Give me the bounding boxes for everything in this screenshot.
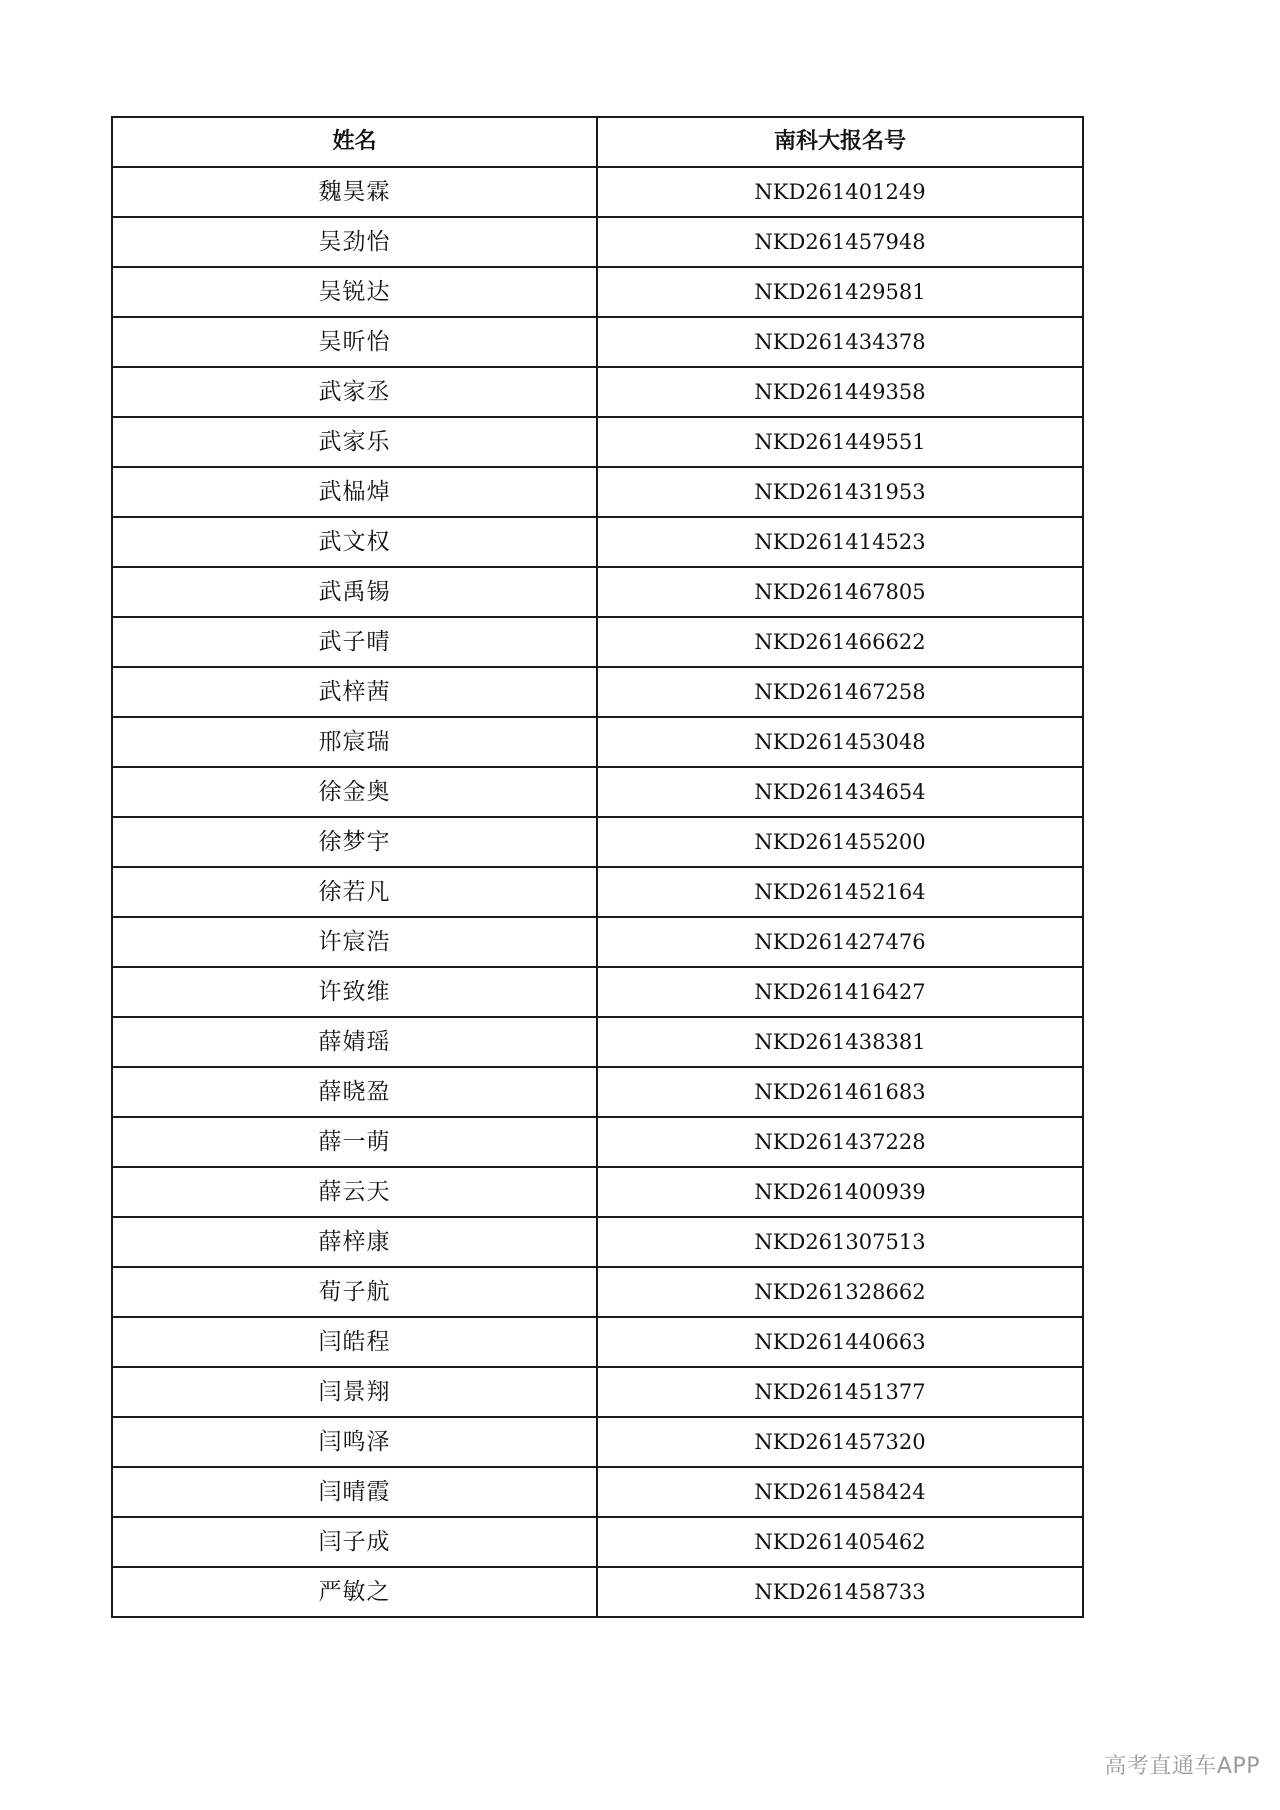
table-row bbox=[112, 1167, 1083, 1217]
registration-number-cell: NKD261434378 bbox=[597, 317, 1083, 367]
student-name-cell: 薛晓盈 bbox=[112, 1067, 597, 1117]
student-name-cell: 许致维 bbox=[112, 967, 597, 1017]
table-row bbox=[112, 467, 1083, 517]
student-name-cell: 薛云天 bbox=[112, 1167, 597, 1217]
registration-number-cell: NKD261416427 bbox=[597, 967, 1083, 1017]
student-name-cell: 薛婧瑶 bbox=[112, 1017, 597, 1067]
table-row bbox=[112, 667, 1083, 717]
registration-number-cell: NKD261427476 bbox=[597, 917, 1083, 967]
table-row bbox=[112, 1267, 1083, 1317]
table-row bbox=[112, 1367, 1083, 1417]
table-row bbox=[112, 767, 1083, 817]
table-row bbox=[112, 567, 1083, 617]
student-name-cell: 严敏之 bbox=[112, 1567, 597, 1617]
student-name-cell: 徐梦宇 bbox=[112, 817, 597, 867]
table-row bbox=[112, 1017, 1083, 1067]
registration-number-cell: NKD261431953 bbox=[597, 467, 1083, 517]
registration-number-cell: NKD261434654 bbox=[597, 767, 1083, 817]
student-name-cell: 魏昊霖 bbox=[112, 167, 597, 217]
registration-number-cell: NKD261467805 bbox=[597, 567, 1083, 617]
student-name-cell: 闫晴霞 bbox=[112, 1467, 597, 1517]
table-row bbox=[112, 1567, 1083, 1617]
student-name-cell: 闫皓程 bbox=[112, 1317, 597, 1367]
student-name-cell: 闫子成 bbox=[112, 1517, 597, 1567]
registration-number-cell: NKD261328662 bbox=[597, 1267, 1083, 1317]
table-row bbox=[112, 1067, 1083, 1117]
table-row bbox=[112, 167, 1083, 217]
registration-number-cell: NKD261405462 bbox=[597, 1517, 1083, 1567]
registration-number-cell: NKD261400939 bbox=[597, 1167, 1083, 1217]
registration-number-cell: NKD261457948 bbox=[597, 217, 1083, 267]
student-name-cell: 武禹锡 bbox=[112, 567, 597, 617]
registration-number-cell: NKD261429581 bbox=[597, 267, 1083, 317]
table-row bbox=[112, 1417, 1083, 1467]
table-row bbox=[112, 1317, 1083, 1367]
student-name-cell: 薛一萌 bbox=[112, 1117, 597, 1167]
registration-number-cell: NKD261437228 bbox=[597, 1117, 1083, 1167]
registration-number-cell: NKD261307513 bbox=[597, 1217, 1083, 1267]
student-name-cell: 荀子航 bbox=[112, 1267, 597, 1317]
table-row bbox=[112, 917, 1083, 967]
student-name-cell: 闫鸣泽 bbox=[112, 1417, 597, 1467]
table-row bbox=[112, 517, 1083, 567]
table-row bbox=[112, 1467, 1083, 1517]
table-row bbox=[112, 217, 1083, 267]
table-row bbox=[112, 367, 1083, 417]
registration-number-cell: NKD261458733 bbox=[597, 1567, 1083, 1617]
student-name-cell: 徐若凡 bbox=[112, 867, 597, 917]
student-name-cell: 武榀焯 bbox=[112, 467, 597, 517]
student-name-cell: 薛梓康 bbox=[112, 1217, 597, 1267]
column-header-registration-number: 南科大报名号 bbox=[597, 117, 1083, 167]
registration-number-cell: NKD261401249 bbox=[597, 167, 1083, 217]
registration-number-cell: NKD261449551 bbox=[597, 417, 1083, 467]
registration-number-cell: NKD261466622 bbox=[597, 617, 1083, 667]
student-name-cell: 武家丞 bbox=[112, 367, 597, 417]
registration-number-cell: NKD261461683 bbox=[597, 1067, 1083, 1117]
registration-number-cell: NKD261457320 bbox=[597, 1417, 1083, 1467]
student-name-cell: 武文权 bbox=[112, 517, 597, 567]
registration-number-cell: NKD261451377 bbox=[597, 1367, 1083, 1417]
registration-number-cell: NKD261467258 bbox=[597, 667, 1083, 717]
table-row bbox=[112, 967, 1083, 1017]
student-name-cell: 许宸浩 bbox=[112, 917, 597, 967]
student-name-cell: 吴昕怡 bbox=[112, 317, 597, 367]
registration-number-cell: NKD261453048 bbox=[597, 717, 1083, 767]
table-row bbox=[112, 817, 1083, 867]
roster-table bbox=[111, 116, 1084, 1618]
student-name-cell: 邢宸瑞 bbox=[112, 717, 597, 767]
student-name-cell: 闫景翔 bbox=[112, 1367, 597, 1417]
table-header-row bbox=[112, 117, 1083, 167]
table-row bbox=[112, 267, 1083, 317]
table-row bbox=[112, 317, 1083, 367]
registration-number-cell: NKD261452164 bbox=[597, 867, 1083, 917]
student-name-cell: 吴锐达 bbox=[112, 267, 597, 317]
table-row bbox=[112, 1217, 1083, 1267]
registration-number-cell: NKD261414523 bbox=[597, 517, 1083, 567]
student-name-cell: 徐金奥 bbox=[112, 767, 597, 817]
table-body bbox=[112, 167, 1083, 1617]
student-name-cell: 武家乐 bbox=[112, 417, 597, 467]
table-row bbox=[112, 717, 1083, 767]
table-row bbox=[112, 617, 1083, 667]
table-row bbox=[112, 1117, 1083, 1167]
student-name-cell: 武梓茜 bbox=[112, 667, 597, 717]
table-row bbox=[112, 417, 1083, 467]
student-name-cell: 吴劲怡 bbox=[112, 217, 597, 267]
registration-number-cell: NKD261455200 bbox=[597, 817, 1083, 867]
registration-number-cell: NKD261440663 bbox=[597, 1317, 1083, 1367]
column-header-name: 姓名 bbox=[112, 117, 597, 167]
table-row bbox=[112, 1517, 1083, 1567]
table-row bbox=[112, 867, 1083, 917]
registration-number-cell: NKD261438381 bbox=[597, 1017, 1083, 1067]
registration-number-cell: NKD261449358 bbox=[597, 367, 1083, 417]
student-name-cell: 武子晴 bbox=[112, 617, 597, 667]
registration-number-cell: NKD261458424 bbox=[597, 1467, 1083, 1517]
watermark-text: 高考直通车APP bbox=[1104, 1754, 1260, 1779]
